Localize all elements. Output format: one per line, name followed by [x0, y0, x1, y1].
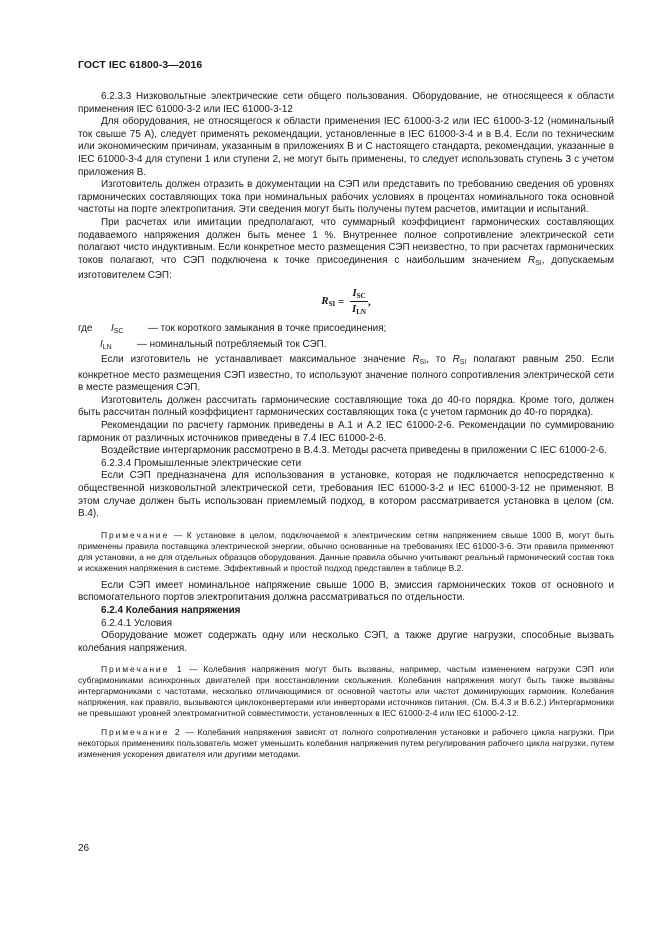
paragraph: Воздействие интергармоник рассмотрено в В.4.3. Методы расчета приведены в приложении С IEC 61000-2-6. [101, 445, 607, 457]
document-header: ГОСТ IEC 61800-3—2016 [78, 60, 203, 71]
formula-rsi: $R_{SI}$ = $\frac{I_{SC}}{I_{LN}}$ , [321, 287, 371, 317]
paragraph: При расчетах или имитации предполагают, что суммарный коэффициент гармонических составляющих подаваемого напряжения должен быть менее 1 %. Внутреннее полное сопротивление электрической сети полагают чисто индуктивным. Если конкретное место размещения СЭП неизвестно, то при расчетах гармонических токов полагают, что СЭП подключена к точке присоединения с наибольшим значением $R_{SI}$, допускаемым изготовителем СЭП: [78, 216, 614, 282]
paragraph: Если СЭП предназначена для использования в установке, которая не подключается непосредственно к общественной низковольтной электрической сети, требования IEC 61000-3-2 и IEC 61000-3-12 не применяют. В этом случае должен быть использован приемлемый подход, в котором рассматривается установка в целом (см. В.4). [78, 470, 614, 520]
symbol-rsi: $R_{SI}$ [527, 254, 542, 267]
paragraph: Если СЭП имеет номинальное напряжение свыше 1000 В, эмиссия гармонических токов от основного и вспомогательного портов электропитания должна рассматриваться по отдельности. [78, 579, 614, 604]
section-6-2-3-3-title: 6.2.3.3 Низковольтные электрические сети общего пользования. Оборудование, не относящееся к области применения IEC 61000-3-2 или IEC 61000-3-12 [78, 91, 614, 115]
paragraph: Если изготовитель не устанавливает максимальное значение $R_{SI}$, то $R_{SI}$ полагают равным 250. Если конкретное место размещения СЭП известно, то используют значение полного сопротивления электрической сети в месте размещения СЭП. [78, 354, 614, 394]
paragraph: Изготовитель должен отразить в документации на СЭП или представить по требованию сведения об уровнях гармонических составляющих тока при номинальных рабочих условиях в процентах номинального тока основной частоты на порте электропитания. Эти сведения могут быть получены путем расчетов, имитации и испытаний. [78, 179, 614, 216]
section-6-2-4-title: 6.2.4 Колебания напряжения [101, 605, 241, 616]
paragraph: Для оборудования, не относящегося к области применения IEC 61000-3-2 или IEC 61000-3-12 (номинальный ток свыше 75 А), следует применять рекомендации, установленные в IEC 61000-3-4 и в В.4. Если по техническим или экономическим причинам, указанным в приложениях В и С настоящего стандарта, рекомендации, указанные в IEC 61000-3-4 для ступени 1 или ступени 2, не могут быть применены, то следует использовать ступень 3 с учетом приложения В. [78, 116, 614, 178]
paragraph: Оборудование может содержать одну или несколько СЭП, а также другие нагрузки, способные вызвать колебания напряжения. [78, 630, 614, 654]
note-1: Примечание 1 — Колебания напряжения могут быть вызваны, например, частым изменением нагрузки СЭП или субгармониками асинхронных двигателей при восстановлении скольжения. Колебания напряжения могут быть также вызваны интергармониками с частотами, несколько отличающимися от основной частоты или частот доминирующих гармоник. Колебания напряжения, как правило, вызываются циклоконвертерами или инверторами источников питания. (См. В.4.3 и В.6.2.) Интергармоники не превышают уровней электромагнитной совместимости, установленных в IEC 61000-2-4 или IEC 61000-2-12. [78, 664, 614, 719]
page-number: 26 [78, 843, 90, 854]
section-6-2-4-1-title: 6.2.4.1 Условия [101, 617, 172, 629]
paragraph: Изготовитель должен рассчитать гармонические составляющие тока до 40-го порядка. Кроме того, должен быть рассчитан полный коэффициент гармонических составляющих тока (с учетом гармоник до 40-го порядка). [78, 394, 614, 419]
where-clause-iln: $I_{LN}$ — номинальный потребляемый ток СЭП. [100, 338, 327, 351]
document-page [78, 60, 614, 760]
note: Примечание — К установке в целом, подключаемой к электрическим сетям напряжением свыше 1000 В, могут быть применены правила поставщика электрической энергии, обычно основанные на требованиях IEC 61000-3-6. Эти правила применяют для установки, а не для отдельных образцов оборудования. Данные правила обычно учитывают реальный гармонический состав тока и искажения напряжения в системе. Эффективный и простой подход представлен в таблице В.2. [78, 529, 614, 573]
note-2: Примечание 2 — Колебания напряжения зависят от полного сопротивления установки и рабочего цикла нагрузки. При некоторых применениях пользователь может уменьшить колебания напряжения путем регулирования рабочего цикла нагрузки, путем изменения ускорения двигателя или другими методами. [78, 727, 615, 760]
where-clause-isc: где $I_{SC}$ — ток короткого замыкания в точке присоединения; [78, 322, 387, 335]
formula-fraction: $\frac{I_{SC}}{I_{LN}}$ [351, 287, 366, 317]
section-6-2-3-4-title: 6.2.3.4 Промышленные электрические сети [101, 457, 302, 469]
paragraph: Рекомендации по расчету гармоник приведены в А.1 и А.2 IEC 61000-2-6. Рекомендации по суммированию гармоник от различных источников приведены в 7.4 IEC 61000-2-6. [78, 420, 614, 444]
